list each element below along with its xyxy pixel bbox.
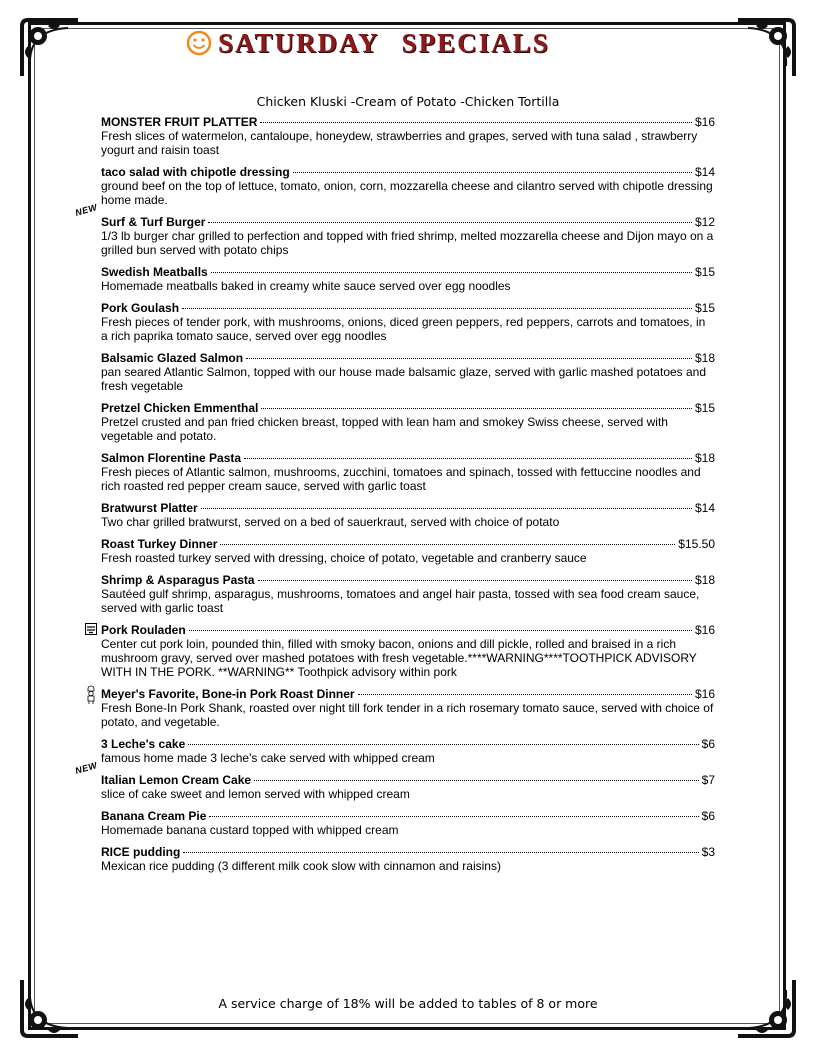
menu-item <box>101 809 715 837</box>
dot-leader <box>183 852 698 853</box>
header <box>186 26 550 60</box>
menu-item <box>101 845 715 873</box>
new-badge: NEW <box>74 760 99 776</box>
menu-item <box>101 265 715 293</box>
item-price: $16 <box>694 115 715 129</box>
item-name: Bratwurst Platter <box>101 501 198 515</box>
dot-leader <box>220 544 675 545</box>
item-name: taco salad with chipotle dressing <box>101 165 290 179</box>
soups-line: Chicken Kluski -Cream of Potato -Chicken Tortilla <box>256 94 560 109</box>
item-name: RICE pudding <box>101 845 181 859</box>
menu-item <box>101 451 715 493</box>
item-description: Mexican rice pudding (3 different milk cook slow with cinnamon and raisins) <box>101 859 501 873</box>
item-price: $16 <box>694 623 715 637</box>
item-price: $15 <box>694 301 715 315</box>
item-price: $18 <box>694 351 715 365</box>
menu-item <box>101 115 715 157</box>
item-description: Center cut pork loin, pounded thin, filled with smoky bacon, onions and dill pickle, rolled and braised in a rich mushroom gravy, served over mashed potatoes with fresh vegetable.****WARNING****TOOTHPICK ADVISORY WITH IN THE PORK. **WARNING** Toothpick advisory within pork <box>101 637 697 679</box>
item-description: Fresh pieces of Atlantic salmon, mushrooms, zucchini, tomatoes and spinach, tossed with fettuccine noodles and rich roasted red pepper cream sauce, served with garlic toast <box>101 465 701 493</box>
item-name: Pretzel Chicken Emmenthal <box>101 401 259 415</box>
item-name: 3 Leche's cake <box>101 737 186 751</box>
item-name: Meyer's Favorite, Bone-in Pork Roast Dinner <box>101 687 355 701</box>
item-name: Roast Turkey Dinner <box>101 537 218 551</box>
menu-item <box>74 202 715 257</box>
dot-leader <box>209 816 698 817</box>
item-price: $18 <box>694 573 715 587</box>
menu-item <box>101 501 715 529</box>
item-price: $14 <box>694 501 715 515</box>
menu-item <box>101 687 715 729</box>
title-word-2: SPECIALS <box>401 27 550 58</box>
item-description: ground beef on the top of lettuce, tomato, onion, corn, mozzarella cheese and cilantro served with chipotle dressing home made. <box>101 179 713 207</box>
item-price: $7 <box>701 773 715 787</box>
new-badge: NEW <box>74 202 99 218</box>
item-price: $6 <box>701 737 715 751</box>
menu-list <box>74 115 715 881</box>
dot-leader <box>201 508 692 509</box>
special-marker-icon <box>85 623 97 635</box>
item-name: Pork Goulash <box>101 301 180 315</box>
item-description: Sautéed gulf shrimp, asparagus, mushrooms, tomatoes and angel hair pasta, tossed with sea food cream sauce, served with garlic toast <box>101 587 700 615</box>
dot-leader <box>188 744 698 745</box>
menu-item <box>101 737 715 765</box>
menu-item <box>101 401 715 443</box>
dot-leader <box>358 694 692 695</box>
item-description: Homemade banana custard topped with whipped cream <box>101 823 399 837</box>
dot-leader <box>246 358 692 359</box>
item-name: MONSTER FRUIT PLATTER <box>101 115 258 129</box>
dot-leader <box>293 172 692 173</box>
corner-ornament-icon <box>734 16 798 80</box>
item-description: pan seared Atlantic Salmon, topped with our house made balsamic glaze, served with garlic mashed potatoes and fresh vegetable <box>101 365 707 393</box>
item-price: $18 <box>694 451 715 465</box>
item-name: Banana Cream Pie <box>101 809 207 823</box>
smiley-icon <box>186 30 212 56</box>
item-price: $15 <box>694 401 715 415</box>
item-name: Shrimp & Asparagus Pasta <box>101 573 255 587</box>
item-price: $3 <box>701 845 715 859</box>
dot-leader <box>261 408 692 409</box>
item-price: $15 <box>694 265 715 279</box>
item-description: Pretzel crusted and pan fried chicken breast, topped with lean ham and smokey Swiss cheese, served with vegetable and potato. <box>101 415 668 443</box>
corner-ornament-icon <box>18 16 82 80</box>
item-description: Fresh Bone-In Pork Shank, roasted over night till fork tender in a rich rosemary tomato sauce, served with choice of potato, and vegetable. <box>101 701 714 729</box>
dot-leader <box>254 780 699 781</box>
item-name: Italian Lemon Cream Cake <box>101 773 252 787</box>
menu-item <box>101 165 715 207</box>
menu-item <box>74 760 715 801</box>
item-price: $16 <box>694 687 715 701</box>
dot-leader <box>211 272 692 273</box>
item-description: slice of cake sweet and lemon served with whipped cream <box>101 787 410 801</box>
chef-icon <box>85 685 97 705</box>
item-name: Swedish Meatballs <box>101 265 208 279</box>
item-description: Fresh roasted turkey served with dressing, choice of potato, vegetable and cranberry sauce <box>101 551 587 565</box>
page-title <box>218 28 550 59</box>
menu-item <box>101 351 715 393</box>
item-price: $15.50 <box>678 537 715 551</box>
dot-leader <box>189 630 692 631</box>
dot-leader <box>258 580 692 581</box>
item-price: $6 <box>701 809 715 823</box>
menu-item <box>101 537 715 565</box>
item-price: $14 <box>694 165 715 179</box>
item-price: $12 <box>694 215 715 229</box>
item-name: Salmon Florentine Pasta <box>101 451 242 465</box>
item-name: Pork Rouladen <box>101 623 186 637</box>
item-description: famous home made 3 leche's cake served with whipped cream <box>101 751 435 765</box>
dot-leader <box>208 222 692 223</box>
item-description: Homemade meatballs baked in creamy white sauce served over egg noodles <box>101 279 511 293</box>
item-description: 1/3 lb burger char grilled to perfection and topped with fried shrimp, melted mozzarella cheese and Dijon mayo on a grilled bun served with potato chips <box>101 229 714 257</box>
item-name: Balsamic Glazed Salmon <box>101 351 244 365</box>
dot-leader <box>182 308 692 309</box>
dot-leader <box>244 458 692 459</box>
footer-note: A service charge of 18% will be added to tables of 8 or more <box>218 996 598 1011</box>
title-word-1: SATURDAY <box>218 27 380 58</box>
dot-leader <box>260 122 692 123</box>
item-description: Two char grilled bratwurst, served on a bed of sauerkraut, served with choice of potato <box>101 515 560 529</box>
menu-item <box>101 301 715 343</box>
item-name: Surf & Turf Burger <box>101 215 206 229</box>
item-description: Fresh pieces of tender pork, with mushrooms, onions, diced green peppers, red peppers, carrots and tomatoes, in a rich paprika tomato sauce, served over egg noodles <box>101 315 706 343</box>
menu-item <box>101 573 715 615</box>
menu-item <box>101 623 715 679</box>
item-description: Fresh slices of watermelon, cantaloupe, honeydew, strawberries and grapes, served with tuna salad , strawberry yogurt and raisin toast <box>101 129 698 157</box>
